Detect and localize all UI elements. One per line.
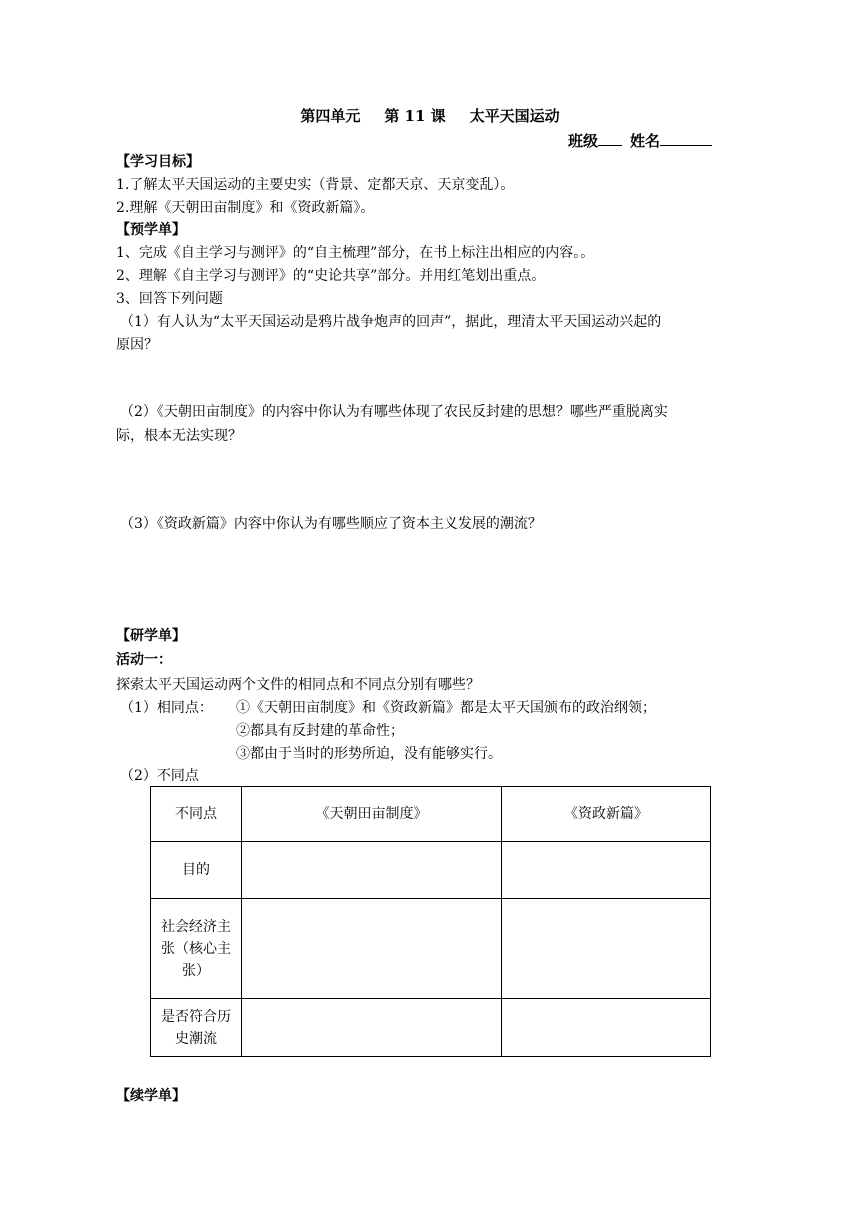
- answer-cell[interactable]: [502, 842, 711, 899]
- preview-heading: 【预学单】: [116, 222, 186, 238]
- diff-label: （2）不同点: [120, 768, 199, 784]
- table-row: [151, 842, 711, 899]
- question-2-cont: 际，根本无法实现？: [116, 428, 242, 444]
- answer-cell[interactable]: [502, 999, 711, 1057]
- page-title: [0, 105, 860, 126]
- study-heading: 【研学单】: [116, 628, 186, 644]
- question-2: （2）《天朝田亩制度》的内容中你认为有哪些体现了农民反封建的思想？哪些严重脱离实: [120, 404, 668, 420]
- table-row: [151, 899, 711, 999]
- row-label: 目的: [151, 842, 242, 899]
- same-item: ②都具有反封建的革命性；: [236, 723, 404, 739]
- row-label: 社会经济主张（核心主张）: [151, 899, 242, 999]
- comparison-table: [150, 786, 711, 1057]
- answer-cell[interactable]: [502, 899, 711, 999]
- unit-title: 第四单元: [300, 107, 361, 125]
- table-header-cell: 《资政新篇》: [502, 787, 711, 842]
- lesson-number: 第 11 课: [384, 107, 446, 125]
- class-blank[interactable]: [598, 130, 622, 146]
- activity-label: 活动一：: [116, 652, 172, 668]
- activity-question: 探索太平天国运动两个文件的相同点和不同点分别有哪些？: [116, 677, 480, 693]
- question-1-cont: 原因？: [116, 337, 158, 353]
- followup-heading: 【续学单】: [116, 1088, 186, 1104]
- question-3: （3）《资政新篇》内容中你认为有哪些顺应了资本主义发展的潮流？: [120, 516, 542, 532]
- table-header-row: [151, 787, 711, 842]
- preview-item: 3、回答下列问题: [116, 291, 223, 307]
- goal-item: 1.了解太平天国运动的主要史实（背景、定都天京、天京变乱）。: [116, 177, 515, 193]
- preview-item: 1、完成《自主学习与测评》的“自主梳理”部分，在书上标注出相应的内容。。: [116, 245, 595, 261]
- class-label: 班级: [568, 132, 599, 150]
- table-header-cell: 《天朝田亩制度》: [242, 787, 502, 842]
- goal-item: 2.理解《天朝田亩制度》和《资政新篇》。: [116, 200, 375, 216]
- name-label: 姓名: [630, 132, 661, 150]
- preview-item: 2、理解《自主学习与测评》的“史论共享”部分。并用红笔划出重点。: [116, 268, 546, 284]
- answer-cell[interactable]: [242, 899, 502, 999]
- lesson-topic: 太平天国运动: [469, 107, 560, 125]
- answer-cell[interactable]: [242, 999, 502, 1057]
- table-header-cell: 不同点: [151, 787, 242, 842]
- question-1: （1）有人认为“太平天国运动是鸦片战争炮声的回声”，据此，理清太平天国运动兴起的: [120, 314, 662, 330]
- student-info: [568, 130, 712, 151]
- goals-heading: 【学习目标】: [116, 154, 200, 170]
- table-row: [151, 999, 711, 1057]
- same-label: （1）相同点：: [120, 700, 213, 716]
- row-label: 是否符合历史潮流: [151, 999, 242, 1057]
- same-item: ③都由于当时的形势所迫，没有能够实行。: [236, 746, 502, 762]
- same-item: ①《天朝田亩制度》和《资政新篇》都是太平天国颁布的政治纲领；: [236, 700, 656, 716]
- answer-cell[interactable]: [242, 842, 502, 899]
- name-blank[interactable]: [660, 130, 712, 146]
